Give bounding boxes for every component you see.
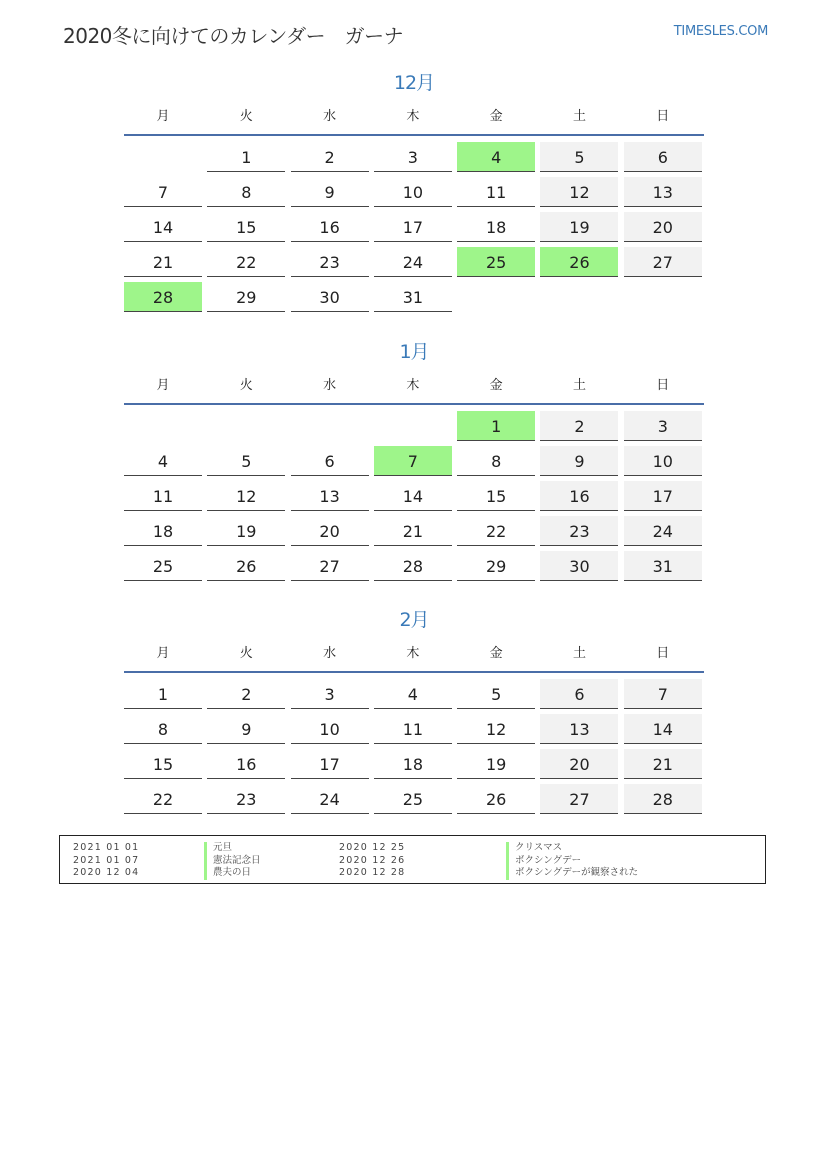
legend-holiday-name: ボクシングデーが観察された bbox=[506, 867, 638, 880]
day-cell: 8 bbox=[124, 714, 202, 744]
legend-date: 2020 12 28 bbox=[339, 867, 406, 878]
day-cell: 13 bbox=[624, 177, 702, 207]
weekday-header bbox=[124, 643, 704, 673]
day-cell: 10 bbox=[624, 446, 702, 476]
day-cell: 23 bbox=[207, 784, 285, 814]
weekday-label: 木 bbox=[406, 378, 420, 393]
month-title: 1月 bbox=[399, 341, 429, 363]
day-cell: 3 bbox=[624, 411, 702, 441]
day-cell: 21 bbox=[124, 247, 202, 277]
day-cell: 3 bbox=[291, 679, 369, 709]
holiday-legend bbox=[59, 835, 766, 884]
day-cell: 8 bbox=[457, 446, 535, 476]
month-january bbox=[124, 339, 704, 581]
day-cell: 11 bbox=[457, 177, 535, 207]
weekday-label: 水 bbox=[323, 378, 337, 393]
day-cell: 5 bbox=[457, 679, 535, 709]
legend-holiday-name: ボクシングデー bbox=[506, 855, 638, 868]
day-cell: 4 bbox=[457, 142, 535, 172]
day-cell: 28 bbox=[374, 551, 452, 581]
day-cell: 18 bbox=[374, 749, 452, 779]
day-cell: 13 bbox=[291, 481, 369, 511]
weekday-label: 金 bbox=[489, 646, 503, 661]
day-cell: 10 bbox=[374, 177, 452, 207]
day-cell: 9 bbox=[291, 177, 369, 207]
empty-cell bbox=[540, 282, 618, 312]
day-cell: 31 bbox=[624, 551, 702, 581]
day-cell: 14 bbox=[374, 481, 452, 511]
day-cell: 24 bbox=[291, 784, 369, 814]
day-cell: 22 bbox=[124, 784, 202, 814]
weekday-label: 金 bbox=[489, 378, 503, 393]
weekday-label: 水 bbox=[323, 646, 337, 661]
weekday-label: 木 bbox=[406, 646, 420, 661]
day-cell: 2 bbox=[540, 411, 618, 441]
day-cell: 12 bbox=[457, 714, 535, 744]
day-cell: 22 bbox=[457, 516, 535, 546]
day-cell: 4 bbox=[374, 679, 452, 709]
day-cell: 5 bbox=[207, 446, 285, 476]
weekday-label: 土 bbox=[572, 646, 586, 661]
day-cell: 8 bbox=[207, 177, 285, 207]
day-cell: 7 bbox=[624, 679, 702, 709]
day-cell: 2 bbox=[207, 679, 285, 709]
month-december bbox=[124, 70, 704, 312]
day-cell: 9 bbox=[207, 714, 285, 744]
day-cell: 6 bbox=[624, 142, 702, 172]
weekday-label: 日 bbox=[656, 646, 670, 661]
legend-holiday-name: クリスマス bbox=[506, 842, 638, 855]
day-cell: 28 bbox=[624, 784, 702, 814]
day-cell: 26 bbox=[540, 247, 618, 277]
day-cell: 16 bbox=[207, 749, 285, 779]
day-cell: 17 bbox=[374, 212, 452, 242]
day-cell: 21 bbox=[624, 749, 702, 779]
brand-link[interactable]: TIMESLES.COM bbox=[673, 24, 768, 39]
day-cell: 1 bbox=[207, 142, 285, 172]
day-cell: 7 bbox=[374, 446, 452, 476]
day-cell: 16 bbox=[540, 481, 618, 511]
day-cell: 24 bbox=[624, 516, 702, 546]
day-cell: 15 bbox=[457, 481, 535, 511]
day-cell: 19 bbox=[207, 516, 285, 546]
legend-date: 2020 12 26 bbox=[339, 854, 406, 866]
legend-names-left bbox=[204, 842, 261, 880]
day-cell: 15 bbox=[207, 212, 285, 242]
day-cell: 29 bbox=[457, 551, 535, 581]
day-cell: 10 bbox=[291, 714, 369, 744]
legend-date: 2020 12 04 bbox=[73, 867, 140, 878]
day-cell: 27 bbox=[624, 247, 702, 277]
day-cell: 18 bbox=[457, 212, 535, 242]
weekday-label: 土 bbox=[572, 378, 586, 393]
day-cell: 18 bbox=[124, 516, 202, 546]
day-grid bbox=[124, 142, 704, 312]
legend-date: 2020 12 25 bbox=[339, 842, 406, 853]
day-cell: 11 bbox=[374, 714, 452, 744]
day-cell: 16 bbox=[291, 212, 369, 242]
day-grid bbox=[124, 411, 704, 581]
day-cell: 6 bbox=[540, 679, 618, 709]
day-cell: 11 bbox=[124, 481, 202, 511]
weekday-label: 木 bbox=[406, 109, 420, 124]
day-cell: 23 bbox=[540, 516, 618, 546]
day-cell: 12 bbox=[207, 481, 285, 511]
weekday-label: 水 bbox=[323, 109, 337, 124]
day-cell: 20 bbox=[291, 516, 369, 546]
empty-cell bbox=[291, 411, 369, 441]
day-cell: 15 bbox=[124, 749, 202, 779]
day-cell: 7 bbox=[124, 177, 202, 207]
month-february bbox=[124, 607, 704, 814]
day-cell: 20 bbox=[540, 749, 618, 779]
weekday-label: 月 bbox=[156, 109, 170, 124]
legend-holiday-name: 農夫の日 bbox=[204, 867, 261, 880]
day-cell: 20 bbox=[624, 212, 702, 242]
weekday-label: 金 bbox=[489, 109, 503, 124]
legend-names-right bbox=[506, 842, 638, 880]
page-title: 2020冬に向けてのカレンダー ガーナ bbox=[63, 24, 404, 48]
day-cell: 14 bbox=[624, 714, 702, 744]
day-cell: 1 bbox=[457, 411, 535, 441]
day-cell: 30 bbox=[540, 551, 618, 581]
weekday-label: 火 bbox=[239, 646, 253, 661]
empty-cell bbox=[124, 411, 202, 441]
day-cell: 31 bbox=[374, 282, 452, 312]
month-title: 2月 bbox=[399, 609, 429, 631]
weekday-label: 月 bbox=[156, 646, 170, 661]
day-cell: 25 bbox=[457, 247, 535, 277]
day-cell: 27 bbox=[540, 784, 618, 814]
legend-dates-left bbox=[73, 842, 139, 880]
weekday-label: 日 bbox=[656, 378, 670, 393]
day-cell: 26 bbox=[457, 784, 535, 814]
day-cell: 19 bbox=[540, 212, 618, 242]
day-grid bbox=[124, 679, 704, 814]
day-cell: 12 bbox=[540, 177, 618, 207]
weekday-label: 火 bbox=[239, 109, 253, 124]
day-cell: 29 bbox=[207, 282, 285, 312]
weekday-label: 土 bbox=[572, 109, 586, 124]
day-cell: 2 bbox=[291, 142, 369, 172]
empty-cell bbox=[457, 282, 535, 312]
weekday-header bbox=[124, 106, 704, 136]
empty-cell bbox=[624, 282, 702, 312]
weekday-header bbox=[124, 375, 704, 405]
day-cell: 21 bbox=[374, 516, 452, 546]
weekday-label: 月 bbox=[156, 378, 170, 393]
day-cell: 25 bbox=[124, 551, 202, 581]
day-cell: 24 bbox=[374, 247, 452, 277]
legend-holiday-name: 憲法記念日 bbox=[204, 855, 261, 868]
empty-cell bbox=[207, 411, 285, 441]
empty-cell bbox=[124, 142, 202, 172]
day-cell: 19 bbox=[457, 749, 535, 779]
weekday-label: 火 bbox=[239, 378, 253, 393]
day-cell: 1 bbox=[124, 679, 202, 709]
day-cell: 27 bbox=[291, 551, 369, 581]
day-cell: 25 bbox=[374, 784, 452, 814]
day-cell: 30 bbox=[291, 282, 369, 312]
day-cell: 23 bbox=[291, 247, 369, 277]
day-cell: 26 bbox=[207, 551, 285, 581]
month-title: 12月 bbox=[393, 72, 435, 94]
day-cell: 4 bbox=[124, 446, 202, 476]
day-cell: 9 bbox=[540, 446, 618, 476]
day-cell: 5 bbox=[540, 142, 618, 172]
day-cell: 28 bbox=[124, 282, 202, 312]
day-cell: 3 bbox=[374, 142, 452, 172]
legend-date: 2021 01 07 bbox=[73, 854, 140, 866]
weekday-label: 日 bbox=[656, 109, 670, 124]
day-cell: 17 bbox=[624, 481, 702, 511]
day-cell: 14 bbox=[124, 212, 202, 242]
legend-date: 2021 01 01 bbox=[73, 842, 140, 853]
day-cell: 17 bbox=[291, 749, 369, 779]
legend-dates-right bbox=[339, 842, 405, 880]
day-cell: 13 bbox=[540, 714, 618, 744]
legend-holiday-name: 元旦 bbox=[204, 842, 261, 855]
day-cell: 22 bbox=[207, 247, 285, 277]
day-cell: 6 bbox=[291, 446, 369, 476]
empty-cell bbox=[374, 411, 452, 441]
